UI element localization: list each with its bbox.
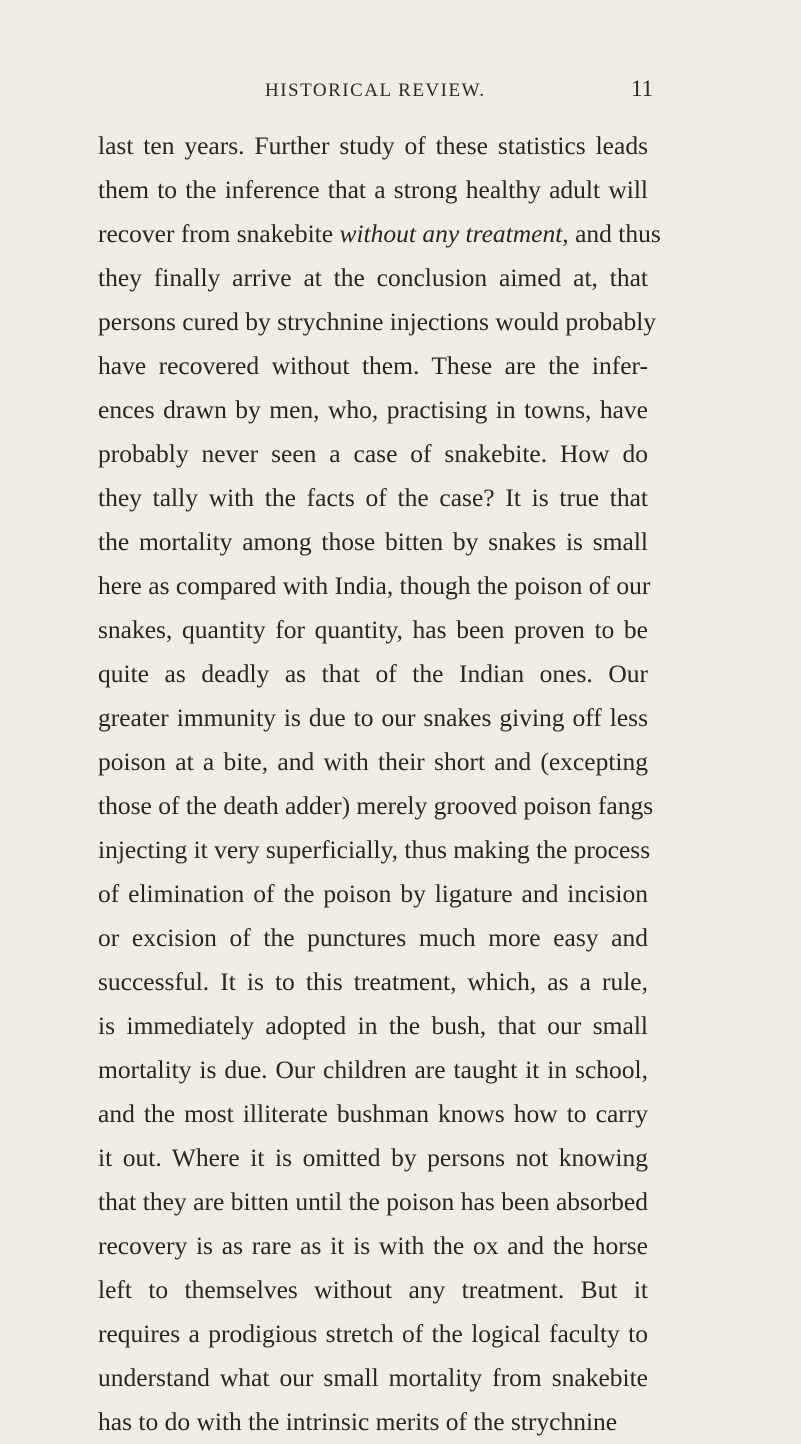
text-line: they tally with the facts of the case? It is true that <box>98 483 648 512</box>
text-line: ences drawn by men, who, practising in towns, have <box>98 395 648 424</box>
text-line: the mortality among those bitten by snakes is small <box>98 527 648 556</box>
text-line: those of the death adder) merely grooved poison fangs <box>98 791 654 820</box>
text-line: persons cured by strychnine injections would probably <box>98 307 657 336</box>
text-line <box>98 212 661 256</box>
text-line: last ten years. Further study of these statistics leads <box>98 131 648 160</box>
text-line: injecting it very superficially, thus making the process <box>98 835 651 864</box>
page-number: 11 <box>631 76 654 101</box>
text-line: quite as deadly as that of the Indian ones. Our <box>98 659 648 688</box>
text-line: they finally arrive at the conclusion aimed at, that <box>98 263 648 292</box>
text-line: left to themselves without any treatment. But it <box>98 1275 648 1304</box>
text-line: is immediately adopted in the bush, that our small <box>98 1011 648 1040</box>
text-line: it out. Where it is omitted by persons not knowing <box>98 1143 648 1172</box>
text-line: have recovered without them. These are the infer- <box>98 351 648 380</box>
text-line: has to do with the intrinsic merits of the strychnine <box>98 1407 618 1436</box>
text-line: recovery is as rare as it is with the ox and the horse <box>98 1231 648 1260</box>
text-line: greater immunity is due to our snakes giving off less <box>98 703 648 732</box>
text-line: mortality is due. Our children are taught it in school, <box>98 1055 648 1084</box>
text-span: recover from snakebite <box>98 219 340 248</box>
text-line: of elimination of the poison by ligature and incision <box>98 879 648 908</box>
running-head: HISTORICAL REVIEW. <box>265 80 486 101</box>
text-line: them to the inference that a strong healthy adult will <box>98 175 648 204</box>
text-line: successful. It is to this treatment, which, as a rule, <box>98 967 648 996</box>
text-line: understand what our small mortality from snakebite <box>98 1363 648 1392</box>
text-line: requires a prodigious stretch of the logical faculty to <box>98 1319 648 1348</box>
text-line: or excision of the punctures much more easy and <box>98 923 648 952</box>
text-line: here as compared with India, though the poison of our <box>98 571 651 600</box>
text-line: snakes, quantity for quantity, has been proven to be <box>98 615 648 644</box>
text-line: that they are bitten until the poison has been absorbed <box>98 1187 648 1216</box>
text-line: and the most illiterate bushman knows how to carry <box>98 1099 648 1128</box>
text-span: and thus <box>568 219 661 248</box>
text-line: poison at a bite, and with their short and (excepting <box>98 747 648 776</box>
italic-emphasis: without any treatment, <box>339 219 569 248</box>
text-line: probably never seen a case of snakebite. How do <box>98 439 648 468</box>
